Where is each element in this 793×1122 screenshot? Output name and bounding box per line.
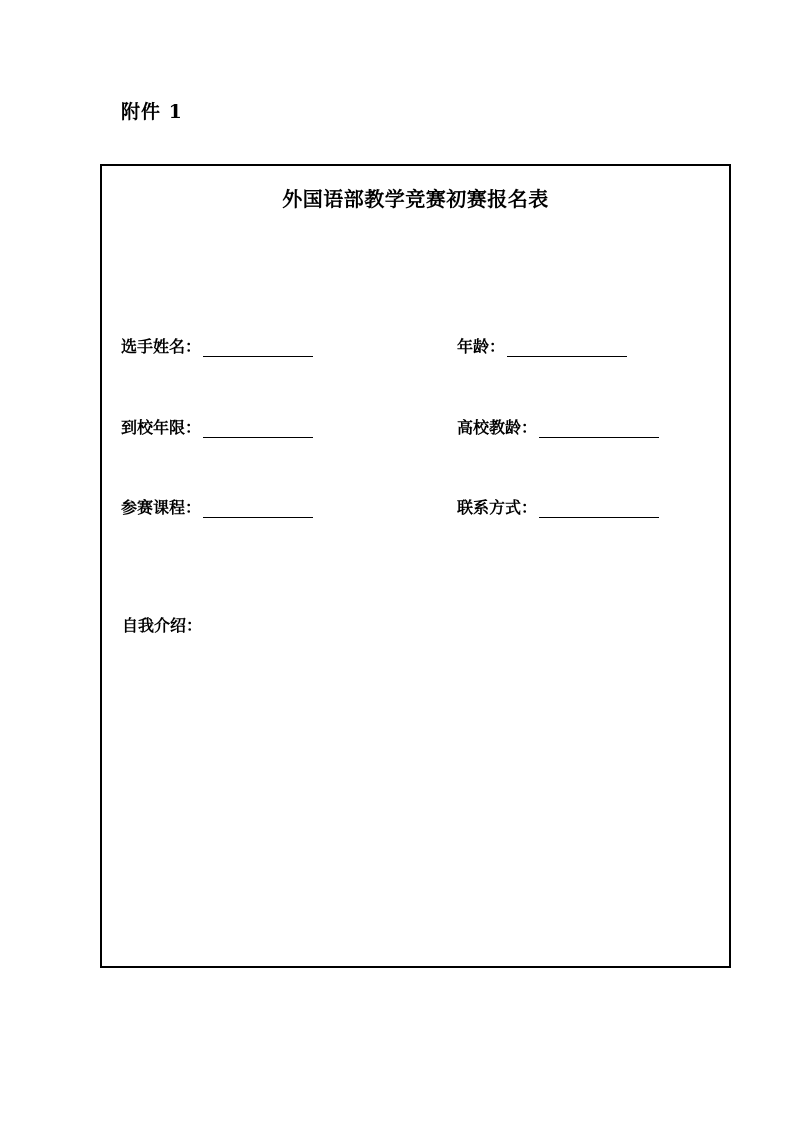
field-years-at-school-label: 到校年限：: [121, 418, 202, 437]
field-teaching-years: [457, 415, 659, 438]
field-teaching-years-input[interactable]: [539, 421, 659, 438]
registration-form: [100, 164, 731, 968]
field-teaching-years-label: 高校教龄：: [457, 418, 538, 437]
field-course-label: 参赛课程：: [121, 498, 202, 517]
field-name-label: 选手姓名：: [121, 337, 202, 356]
field-age: [457, 334, 627, 357]
field-contact: [457, 495, 659, 518]
field-course-input[interactable]: [203, 501, 313, 518]
field-years-at-school-input[interactable]: [203, 421, 313, 438]
field-age-input[interactable]: [507, 340, 627, 357]
field-contact-label: 联系方式：: [457, 498, 538, 517]
field-years-at-school: [121, 415, 313, 438]
field-course: [121, 495, 313, 518]
attachment-label: 附件 1: [121, 101, 183, 123]
form-title: 外国语部教学竞赛初赛报名表: [282, 187, 549, 211]
field-contact-input[interactable]: [539, 501, 659, 518]
self-intro-label: 自我介绍：: [122, 616, 203, 635]
field-name-input[interactable]: [203, 340, 313, 357]
field-name: [121, 334, 313, 357]
field-age-label: 年龄：: [457, 337, 506, 356]
self-intro-area[interactable]: [122, 613, 709, 946]
